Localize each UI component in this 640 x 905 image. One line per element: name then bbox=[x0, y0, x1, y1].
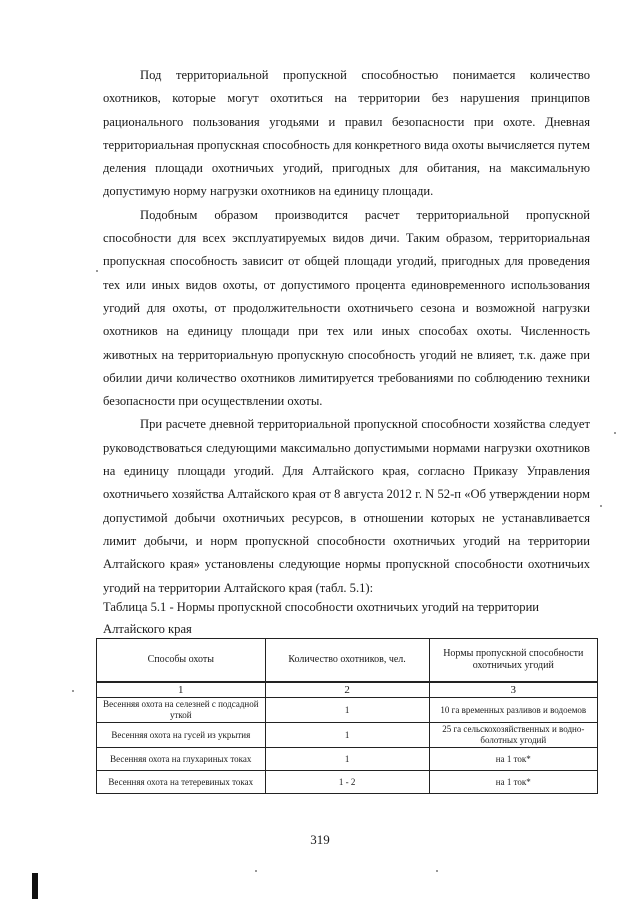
table-cell: 1 bbox=[265, 748, 429, 771]
table-header-cell: Способы охоты bbox=[97, 639, 266, 683]
column-number: 1 bbox=[97, 682, 266, 698]
paragraph-2: Подобным образом производится расчет территориальной пропускной способности для всех эксплуатируемых видов дичи. Таким образом, территориальная пропускная способность зависит от общей площади угодий, пригодных для проведения тех или иных видов охоты, от допустимого процента единовременного использования угодий для охоты, от продолжительности охотничьего сезона и возможной нагрузки охотников на единицу площади при тех или иных способах охоты. Численность животных на территориальную пропускную способность угодий не влияет, т.к. даже при обилии дичи количество охотников лимитируется требованиями по соблюдению техники безопасности при осуществлении охоты. bbox=[103, 207, 590, 409]
table-header-row bbox=[97, 639, 598, 683]
scan-speck bbox=[96, 270, 98, 272]
table-cell: 1 bbox=[265, 698, 429, 723]
norms-table bbox=[96, 638, 598, 794]
scan-speck bbox=[255, 870, 257, 872]
table-header-cell: Нормы пропускной способности охотничьих угодий bbox=[429, 639, 597, 683]
paragraph-1: Под территориальной пропускной способностью понимается количество охотников, которые могут охотиться на территории без нарушения принципов рационального пользования угодьями и правил безопасности при охоте. Дневная территориальная пропускная способность для конкретного вида охоты вычисляется путем деления площади охотничьих угодий, пригодных для обитания, на максимальную допустимую норму нагрузки охотников на единицу площади. bbox=[103, 68, 590, 199]
body-text bbox=[103, 64, 590, 600]
paragraph-3: При расчете дневной территориальной пропускной способности хозяйства следует руководствоваться следующими максимально допустимыми нормами нагрузки охотников на единицу площади угодий. Для Алтайского края, согласно Приказу Управления охотничьего хозяйства Алтайского края от 8 августа 2012 г. N 52-п «Об утверждении норм допустимой добычи охотничьих ресурсов, в отношении которых не устанавливается лимит добычи, и норм пропускной способности охотничьих угодий на территории Алтайского края» установлены следующие нормы пропускной способности охотничьих угодий на территории Алтайского края (табл. 5.1): bbox=[103, 417, 590, 595]
table-cell: на 1 ток* bbox=[429, 748, 597, 771]
table-cell: на 1 ток* bbox=[429, 771, 597, 794]
table-cell: 10 га временных разливов и водоемов bbox=[429, 698, 597, 723]
table-cell: Весенняя охота на селезней с подсадной уткой bbox=[97, 698, 266, 723]
table-caption: Таблица 5.1 - Нормы пропускной способности охотничьих угодий на территории Алтайского края bbox=[103, 600, 540, 636]
table-row bbox=[97, 723, 598, 748]
table-cell: 25 га сельскохозяйственных и водно-болотных угодий bbox=[429, 723, 597, 748]
scan-speck bbox=[72, 690, 74, 692]
table-cell: 1 bbox=[265, 723, 429, 748]
table-row bbox=[97, 748, 598, 771]
scan-margin-mark bbox=[32, 873, 38, 899]
table-header-cell: Количество охотников, чел. bbox=[265, 639, 429, 683]
scan-speck bbox=[614, 432, 616, 434]
table-cell: 1 - 2 bbox=[265, 771, 429, 794]
scan-speck bbox=[436, 870, 438, 872]
column-number-row bbox=[97, 682, 598, 698]
table-row bbox=[97, 771, 598, 794]
table-cell: Весенняя охота на тетеревиных токах bbox=[97, 771, 266, 794]
column-number: 3 bbox=[429, 682, 597, 698]
table-row bbox=[97, 698, 598, 723]
table-cell: Весенняя охота на гусей из укрытия bbox=[97, 723, 266, 748]
column-number: 2 bbox=[265, 682, 429, 698]
scan-speck bbox=[600, 505, 602, 507]
page-number: 319 bbox=[310, 832, 330, 847]
table-cell: Весенняя охота на глухариных токах bbox=[97, 748, 266, 771]
